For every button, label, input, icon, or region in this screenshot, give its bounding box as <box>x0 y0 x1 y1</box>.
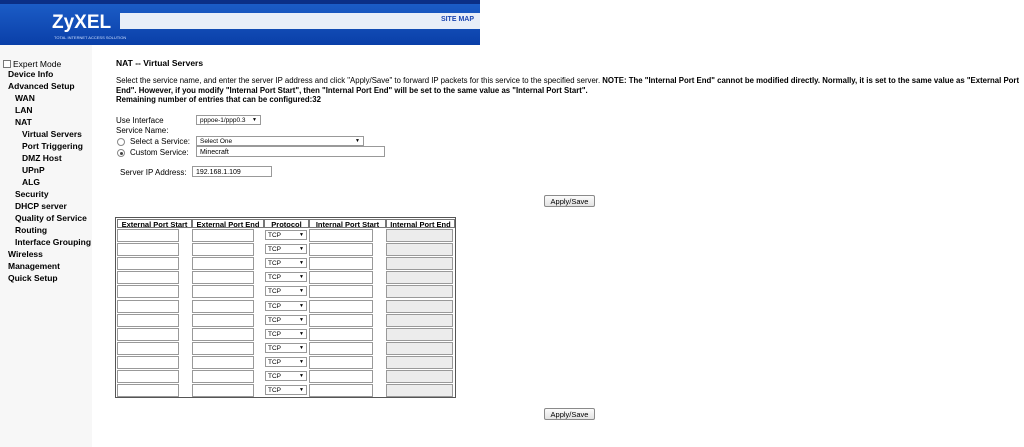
sidebar-item-quality-of-service[interactable]: Quality of Service <box>15 213 87 223</box>
external-port-end-input[interactable] <box>192 285 254 298</box>
external-port-end-input[interactable] <box>192 257 254 270</box>
site-map-bar <box>120 13 480 29</box>
external-port-end-input[interactable] <box>192 300 254 313</box>
remaining-entries: Remaining number of entries that can be configured:32 <box>116 95 321 104</box>
internal-port-end-input <box>386 257 453 270</box>
external-port-end-input[interactable] <box>192 314 254 327</box>
chevron-down-icon: ▼ <box>299 260 304 267</box>
external-port-end-input[interactable] <box>192 229 254 242</box>
expert-mode-checkbox[interactable] <box>3 60 11 68</box>
server-ip-label: Server IP Address: <box>120 168 187 177</box>
sidebar-item-dhcp-server[interactable]: DHCP server <box>15 201 67 211</box>
external-port-end-input[interactable] <box>192 370 254 383</box>
zyxel-logo: ZyXEL <box>52 12 112 33</box>
internal-port-start-input[interactable] <box>309 271 373 284</box>
protocol-select[interactable] <box>265 286 307 296</box>
use-interface-value: pppoe-1/ppp0.3 <box>200 117 246 124</box>
chevron-down-icon: ▼ <box>299 373 304 379</box>
table-row <box>116 328 455 342</box>
internal-port-start-input[interactable] <box>309 257 373 270</box>
chevron-down-icon: ▼ <box>299 344 304 351</box>
sidebar-item-device-info[interactable]: Device Info <box>8 69 54 79</box>
internal-port-end-input <box>386 243 453 256</box>
protocol-select[interactable] <box>265 329 307 339</box>
protocol-select[interactable] <box>265 272 307 282</box>
chevron-down-icon: ▼ <box>299 246 304 253</box>
chevron-down-icon: ▼ <box>355 138 360 144</box>
custom-service-label: Custom Service: <box>130 148 189 157</box>
protocol-value: TCP <box>268 232 281 239</box>
external-port-start-input[interactable] <box>117 314 179 327</box>
sidebar-item-wan[interactable]: WAN <box>15 93 35 103</box>
external-port-start-input[interactable] <box>117 342 179 355</box>
protocol-select[interactable] <box>265 301 307 311</box>
table-row <box>116 314 455 328</box>
sidebar-item-interface-grouping[interactable]: Interface Grouping <box>15 237 92 247</box>
select-service-value: Select One <box>200 138 233 145</box>
external-port-end-input[interactable] <box>192 342 254 355</box>
internal-port-end-input <box>386 384 453 397</box>
sidebar-item-quick-setup[interactable]: Quick Setup <box>8 273 58 283</box>
external-port-start-input[interactable] <box>117 370 179 383</box>
header-strip <box>0 0 480 4</box>
protocol-select[interactable] <box>265 385 307 395</box>
apply-save-button-bottom[interactable]: Apply/Save <box>544 408 595 420</box>
port-mapping-table <box>115 217 456 398</box>
sidebar-item-alg[interactable]: ALG <box>22 177 40 187</box>
internal-port-start-input[interactable] <box>309 370 373 383</box>
protocol-select[interactable] <box>265 258 307 268</box>
custom-service-input[interactable]: Minecraft <box>196 146 385 157</box>
internal-port-end-input <box>386 271 453 284</box>
external-port-end-input[interactable] <box>192 384 254 397</box>
table-row <box>116 257 455 271</box>
external-port-end-input[interactable] <box>192 271 254 284</box>
table-row <box>116 384 455 398</box>
chevron-down-icon: ▼ <box>299 358 304 365</box>
sidebar-item-dmz-host[interactable]: DMZ Host <box>22 153 62 163</box>
internal-port-end-input <box>386 300 453 313</box>
apply-save-button-top[interactable]: Apply/Save <box>544 195 595 207</box>
external-port-end-input[interactable] <box>192 243 254 256</box>
protocol-value: TCP <box>268 246 281 254</box>
protocol-value: TCP <box>268 373 281 380</box>
sidebar-item-port-triggering[interactable]: Port Triggering <box>22 141 83 151</box>
column-header: External Port End <box>192 219 264 228</box>
select-service-label: Select a Service: <box>130 137 191 146</box>
external-port-start-input[interactable] <box>117 384 179 397</box>
protocol-value: TCP <box>268 274 281 282</box>
column-header: Internal Port End <box>386 219 455 228</box>
internal-port-end-input <box>386 328 453 341</box>
protocol-select[interactable] <box>265 230 307 240</box>
protocol-value: TCP <box>268 260 281 268</box>
protocol-value: TCP <box>268 358 281 366</box>
external-port-start-input[interactable] <box>117 328 179 341</box>
sidebar-item-routing[interactable]: Routing <box>15 225 48 235</box>
chevron-down-icon: ▼ <box>299 232 304 238</box>
table-row <box>116 243 455 257</box>
external-port-end-input[interactable] <box>192 356 254 369</box>
internal-port-end-input <box>386 285 453 298</box>
internal-port-start-input[interactable] <box>309 300 373 313</box>
table-row <box>116 300 455 314</box>
intro-normal: Select the service name, and enter the server IP address and click "Apply/Save" to forward IP packets for this service to the specified server. <box>116 76 603 85</box>
column-header: Protocol <box>264 219 309 228</box>
protocol-value: TCP <box>268 387 281 395</box>
external-port-start-input[interactable] <box>117 285 179 298</box>
internal-port-start-input[interactable] <box>309 342 373 355</box>
protocol-select[interactable] <box>265 343 307 353</box>
protocol-value: TCP <box>268 316 281 324</box>
intro-text <box>116 76 1020 105</box>
server-ip-input[interactable]: 192.168.1.109 <box>192 166 272 177</box>
protocol-select[interactable] <box>265 244 307 254</box>
chevron-down-icon: ▼ <box>299 302 304 309</box>
header-banner <box>0 0 480 45</box>
chevron-down-icon: ▼ <box>299 274 304 281</box>
external-port-end-input[interactable] <box>192 328 254 341</box>
site-map-link[interactable]: SITE MAP <box>440 16 474 23</box>
sidebar-item-management[interactable]: Management <box>8 261 60 271</box>
protocol-select[interactable] <box>265 315 307 325</box>
external-port-start-input[interactable] <box>117 356 179 369</box>
internal-port-start-input[interactable] <box>309 356 373 369</box>
chevron-down-icon: ▼ <box>299 288 304 295</box>
internal-port-end-input <box>386 342 453 355</box>
sidebar-item-virtual-servers[interactable]: Virtual Servers <box>22 129 82 139</box>
select-service-dropdown[interactable] <box>196 136 364 146</box>
chevron-down-icon: ▼ <box>299 387 304 394</box>
table-row <box>116 229 455 243</box>
internal-port-end-input <box>386 370 453 383</box>
expert-mode-toggle[interactable] <box>3 59 61 69</box>
select-service-radio[interactable] <box>117 138 125 146</box>
internal-port-start-input[interactable] <box>309 314 373 327</box>
internal-port-start-input[interactable] <box>309 328 373 341</box>
external-port-start-input[interactable] <box>117 229 179 242</box>
table-row <box>116 285 455 299</box>
chevron-down-icon: ▼ <box>299 330 304 337</box>
protocol-value: TCP <box>268 302 281 310</box>
internal-port-start-input[interactable] <box>309 229 373 242</box>
custom-service-radio[interactable] <box>117 149 125 157</box>
use-interface-label: Use Interface <box>116 116 164 125</box>
protocol-value: TCP <box>268 344 281 352</box>
table-row <box>116 370 455 384</box>
internal-port-end-input <box>386 229 453 242</box>
sidebar-item-security[interactable]: Security <box>15 189 49 199</box>
column-header: Internal Port Start <box>309 219 386 228</box>
table-row <box>116 342 455 356</box>
internal-port-start-input[interactable] <box>309 285 373 298</box>
protocol-value: TCP <box>268 288 281 296</box>
intro-note: NOTE: The "Internal Port End" cannot be modified directly. Normally, it is set to the same value as "External Port End". However, if you modify "Internal Port Start", then "Internal Port End" will be set to the same value as "Internal Port Start". <box>116 76 1020 95</box>
protocol-select[interactable] <box>265 371 307 381</box>
external-port-start-input[interactable] <box>117 243 179 256</box>
use-interface-select[interactable] <box>196 115 261 125</box>
external-port-start-input[interactable] <box>117 271 179 284</box>
sidebar-item-wireless[interactable]: Wireless <box>8 249 43 259</box>
external-port-start-input[interactable] <box>117 257 179 270</box>
sidebar-item-nat[interactable]: NAT <box>15 117 32 127</box>
protocol-value: TCP <box>268 330 281 338</box>
expert-mode-label: Expert Mode <box>13 59 62 69</box>
page-title: NAT -- Virtual Servers <box>116 58 204 68</box>
table-row <box>116 271 455 285</box>
internal-port-start-input[interactable] <box>309 243 373 256</box>
chevron-down-icon: ▼ <box>299 316 304 323</box>
internal-port-start-input[interactable] <box>309 384 373 397</box>
sidebar-item-advanced-setup[interactable]: Advanced Setup <box>8 81 75 91</box>
internal-port-end-input <box>386 314 453 327</box>
sidebar-item-upnp[interactable]: UPnP <box>22 165 45 175</box>
service-name-label: Service Name: <box>116 126 169 135</box>
external-port-start-input[interactable] <box>117 300 179 313</box>
chevron-down-icon: ▼ <box>252 117 257 123</box>
logo-tagline: TOTAL INTERNET ACCESS SOLUTION <box>54 35 127 40</box>
sidebar-item-lan[interactable]: LAN <box>15 105 33 115</box>
internal-port-end-input <box>386 356 453 369</box>
column-header: External Port Start <box>117 219 192 228</box>
protocol-select[interactable] <box>265 357 307 367</box>
table-row <box>116 356 455 370</box>
